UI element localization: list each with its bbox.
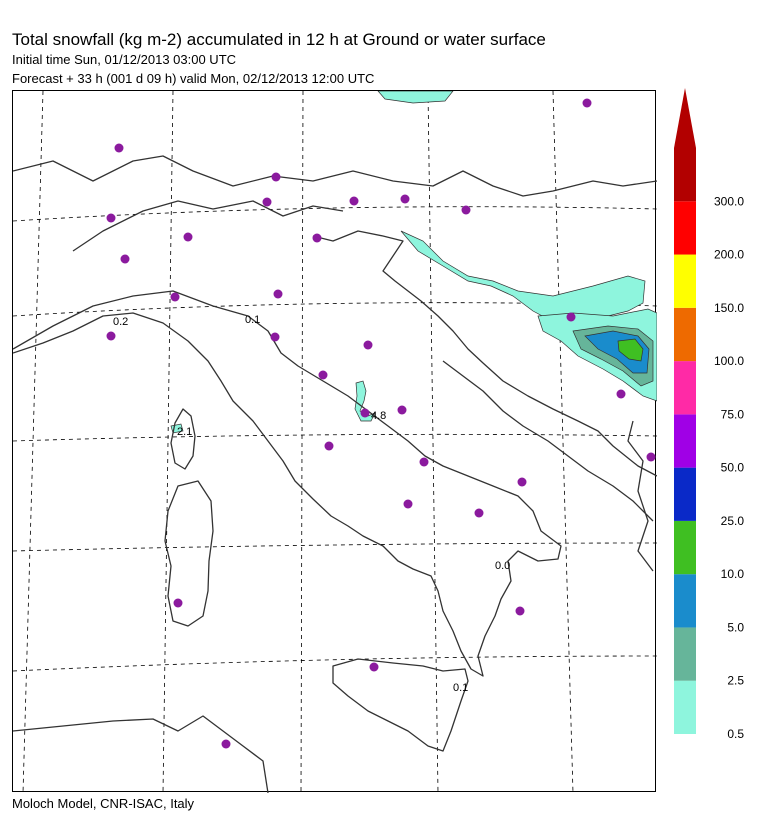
model-credit: Moloch Model, CNR-ISAC, Italy bbox=[12, 796, 195, 811]
station-marker bbox=[401, 195, 410, 204]
colorbar-label: 50.0 bbox=[720, 460, 744, 475]
station-marker bbox=[420, 458, 429, 467]
station-marker bbox=[398, 406, 407, 415]
colorbar-swatch bbox=[674, 308, 696, 361]
station-marker bbox=[361, 409, 370, 418]
contour-label: 4.8 bbox=[371, 410, 387, 422]
station-marker bbox=[171, 293, 180, 302]
contour-label: 0.2 bbox=[113, 316, 129, 328]
station-marker bbox=[274, 290, 283, 299]
snow-croatia-coast bbox=[401, 231, 645, 321]
station-marker bbox=[583, 99, 592, 108]
colorbar-label: 300.0 bbox=[713, 194, 744, 209]
colorbar-label: 0.5 bbox=[727, 727, 744, 741]
map-title: Total snowfall (kg m-2) accumulated in 12 h at Ground or water surface bbox=[12, 30, 546, 49]
snowfall-shading bbox=[171, 91, 657, 433]
station-marker bbox=[263, 198, 272, 207]
graticule bbox=[13, 91, 657, 793]
station-marker bbox=[647, 453, 656, 462]
station-marker bbox=[325, 442, 334, 451]
station-marker bbox=[174, 599, 183, 608]
station-marker bbox=[617, 390, 626, 399]
northern-border bbox=[13, 156, 657, 196]
station-marker bbox=[462, 206, 471, 215]
colorbar-legend bbox=[672, 88, 760, 748]
snowfall-map bbox=[12, 90, 656, 792]
colorbar-swatch bbox=[674, 574, 696, 627]
contour-label: 0.1 bbox=[453, 682, 469, 694]
sardinia bbox=[165, 481, 213, 626]
colorbar-label: 150.0 bbox=[713, 300, 744, 315]
colorbar-swatch bbox=[674, 681, 696, 734]
station-marker bbox=[313, 234, 322, 243]
alps-coast-italy bbox=[13, 291, 561, 676]
station-marker bbox=[370, 663, 379, 672]
sicily bbox=[333, 659, 468, 751]
station-marker bbox=[518, 478, 527, 487]
balkan-coast bbox=[443, 361, 653, 521]
station-marker bbox=[350, 197, 359, 206]
colorbar-canvas bbox=[672, 88, 760, 748]
snow-alps-north bbox=[378, 91, 453, 103]
colorbar-label: 100.0 bbox=[713, 354, 744, 369]
greece-coast bbox=[628, 421, 653, 571]
colorbar-labels bbox=[714, 194, 744, 741]
colorbar-label: 10.0 bbox=[720, 567, 744, 582]
colorbar-top-arrow bbox=[674, 88, 696, 148]
station-marker bbox=[107, 332, 116, 341]
colorbar-label: 200.0 bbox=[713, 247, 744, 262]
coastlines bbox=[13, 156, 657, 793]
colorbar-label: 2.5 bbox=[727, 673, 744, 688]
corsica bbox=[171, 409, 195, 469]
colorbar-label: 5.0 bbox=[727, 620, 744, 635]
station-marker bbox=[222, 740, 231, 749]
station-marker bbox=[271, 333, 280, 342]
colorbar-swatch bbox=[674, 201, 696, 254]
colorbar-swatch bbox=[674, 627, 696, 680]
colorbar-swatch bbox=[674, 414, 696, 467]
colorbar-swatch bbox=[674, 148, 696, 201]
colorbar-swatch bbox=[674, 255, 696, 308]
colorbar-swatch bbox=[674, 361, 696, 414]
colorbar-label: 25.0 bbox=[720, 513, 744, 528]
contour-label: 2.1 bbox=[177, 426, 193, 438]
station-marker bbox=[115, 144, 124, 153]
station-marker bbox=[121, 255, 130, 264]
station-marker bbox=[404, 500, 413, 509]
tunisia-coast bbox=[13, 716, 268, 793]
station-marker bbox=[364, 341, 373, 350]
station-markers bbox=[107, 99, 656, 749]
station-marker bbox=[272, 173, 281, 182]
station-marker bbox=[516, 607, 525, 616]
colorbar-swatch bbox=[674, 468, 696, 521]
colorbar-swatches bbox=[674, 148, 696, 734]
contour-label: 0.0 bbox=[495, 560, 511, 572]
initial-time-label: Initial time Sun, 01/12/2013 03:00 UTC bbox=[12, 52, 237, 67]
contour-label: 0.1 bbox=[245, 314, 261, 326]
station-marker bbox=[319, 371, 328, 380]
forecast-valid-label: Forecast + 33 h (001 d 09 h) valid Mon, 02/12/2013 12:00 UTC bbox=[12, 71, 375, 86]
map-canvas bbox=[13, 91, 657, 793]
station-marker bbox=[107, 214, 116, 223]
colorbar-label: 75.0 bbox=[720, 407, 744, 422]
station-marker bbox=[475, 509, 484, 518]
colorbar-swatch bbox=[674, 521, 696, 574]
station-marker bbox=[567, 313, 576, 322]
station-marker bbox=[184, 233, 193, 242]
